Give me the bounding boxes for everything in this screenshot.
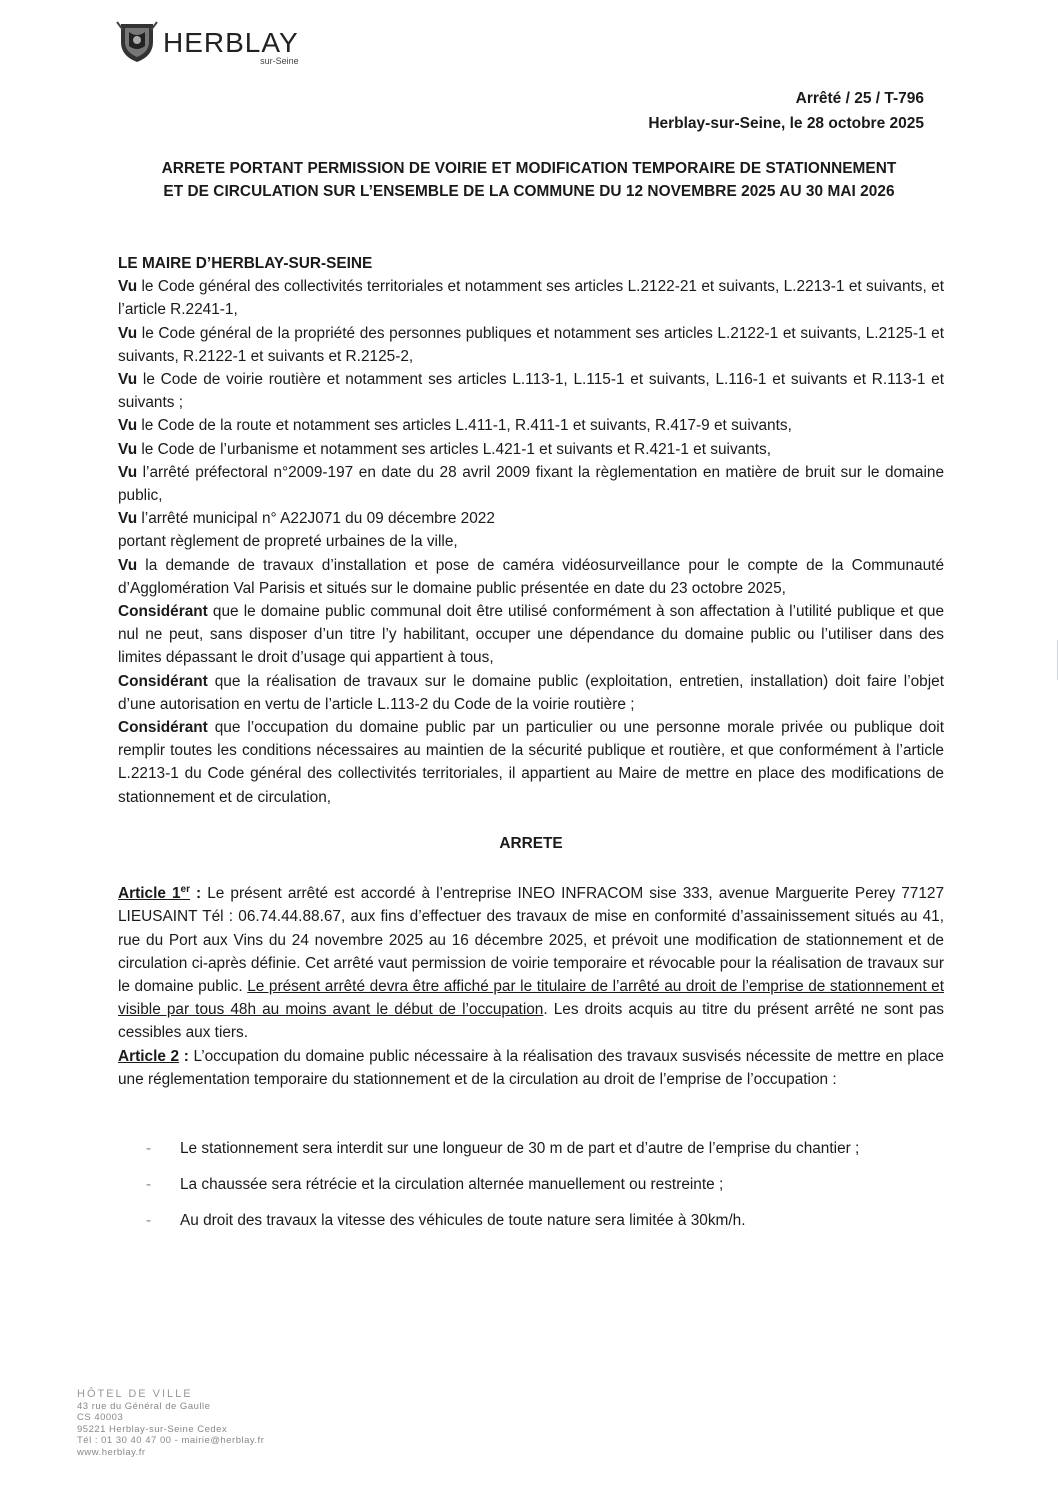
- visa-text: le Code de l’urbanisme et notamment ses articles L.421-1 et suivants et R.421-1 et suivants,: [137, 440, 772, 458]
- article-1-colon: :: [189, 885, 202, 903]
- considerant-lead: Considérant: [118, 603, 208, 621]
- visa-item: [118, 322, 944, 368]
- footer-address: [77, 1389, 264, 1458]
- measure-item: [118, 1167, 944, 1203]
- visa-text: le Code de voirie routière et notamment ses articles L.113-1, L.115-1 et suivants, L.116-1 et suivants et R.113-1 et suivants ;: [118, 371, 944, 412]
- footer-city: 95221 Herblay-sur-Seine Cedex: [77, 1423, 228, 1435]
- article-2-label: Article 2: [118, 1047, 180, 1065]
- visa-lead: Vu: [118, 463, 138, 481]
- scan-edge-mark: [1051, 640, 1058, 680]
- visa-text: l’arrêté préfectoral n°2009-197 en date du 28 avril 2009 fixant la règlementation en matière de bruit sur le domaine public,: [118, 463, 944, 505]
- title-line-1: ARRETE PORTANT PERMISSION DE VOIRIE ET MODIFICATION TEMPORAIRE DE STATIONNEMENT: [161, 160, 897, 177]
- visa-item: [118, 461, 944, 507]
- dash-bullet-icon: -: [146, 1176, 152, 1194]
- visa-text: le Code de la route et notamment ses articles L.411-1, R.411-1 et suivants, R.417-9 et suivants,: [137, 417, 792, 435]
- arrete-number: Arrêté / 25 / T-796: [795, 90, 924, 107]
- article-1-label: [118, 885, 190, 902]
- article-1-underlined-text: Le présent arrêté devra être affiché par le titulaire de l’arrêté au droit de l’emprise de stationnement et visible par tous 48h au moins avant le début de l’occupation: [118, 978, 944, 1019]
- visa-lead: Vu: [118, 440, 138, 458]
- maire-heading: LE MAIRE D’HERBLAY-SUR-SEINE: [118, 255, 373, 272]
- visa-lead: Vu: [118, 371, 138, 389]
- city-logo: [115, 18, 299, 66]
- measures-list: [118, 1131, 944, 1239]
- document-title: [118, 157, 940, 203]
- considerant-item: [118, 716, 944, 809]
- visa-item: [118, 530, 944, 553]
- considerant-text: que la réalisation de travaux sur le domaine public (exploitation, entretien, installation) doit faire l’objet d’une autorisation en vertu de l’article L.113-2 du Code de la voirie routière ;: [118, 672, 944, 713]
- footer-contact: Tél : 01 30 40 47 00 - mairie@herblay.fr: [77, 1435, 265, 1446]
- visa-text: l’arrêté municipal n° A22J071 du 09 décembre 2022: [137, 510, 495, 528]
- visas-list: [118, 275, 944, 809]
- visa-lead: Vu: [118, 417, 138, 435]
- measure-item: [118, 1131, 944, 1167]
- city-crest-icon: [115, 18, 159, 64]
- considerant-item: [118, 670, 944, 716]
- place-date: Herblay-sur-Seine, le 28 octobre 2025: [648, 115, 924, 132]
- title-line-2: ET DE CIRCULATION SUR L’ENSEMBLE DE LA COMMUNE DU 12 NOVEMBRE 2025 AU 30 MAI 2026: [163, 183, 895, 200]
- visa-text: le Code général de la propriété des personnes publiques et notamment ses articles L.2122-1 et suivants, L.2125-1 et suivants, R.2122-1 et suivants et R.2125-2,: [118, 324, 944, 365]
- measure-text: La chaussée sera rétrécie et la circulation alternée manuellement ou restreinte ;: [180, 1176, 724, 1194]
- visa-item: [118, 275, 944, 321]
- article-1-label-sup: er: [180, 884, 190, 896]
- considerant-lead: Considérant: [118, 719, 208, 737]
- footer-cs: CS 40003: [77, 1412, 124, 1423]
- logo-subtitle: sur-Seine: [260, 56, 299, 66]
- visa-item: [118, 438, 944, 461]
- visa-text: la demande de travaux d’installation et pose de caméra vidéosurveillance pour le compte de la Communauté d’Agglomération Val Parisis et situés sur le domaine public présentée en date du 23 octobre 2025,: [118, 556, 944, 597]
- article-2-colon: :: [179, 1047, 189, 1065]
- document-body: [118, 252, 944, 1239]
- visa-lead: Vu: [118, 556, 138, 574]
- visa-lead: Vu: [118, 278, 138, 296]
- considerant-item: [118, 600, 944, 670]
- visa-lead: Vu: [118, 510, 138, 528]
- visa-item: [118, 414, 944, 437]
- dash-bullet-icon: -: [146, 1212, 152, 1230]
- reference-block: [648, 86, 924, 136]
- footer-street: 43 rue du Général de Gaulle: [77, 1400, 211, 1412]
- visa-text: portant règlement de propreté urbaines de la ville,: [118, 533, 458, 551]
- visa-item: [118, 507, 944, 530]
- arrete-heading: ARRETE: [499, 834, 563, 852]
- visa-item: [118, 368, 944, 414]
- visa-item: [118, 554, 944, 600]
- article-1-label-text: Article 1: [118, 885, 181, 903]
- visa-text: le Code général des collectivités territoriales et notamment ses articles L.2122-21 et suivants, L.2213-1 et suivants, et l’article R.2241-1,: [118, 278, 944, 319]
- footer-heading: HÔTEL DE VILLE: [77, 1388, 193, 1400]
- considerant-text: que le domaine public communal doit être utilisé conformément à son affectation à l’utilité publique et que nul ne peut, sans disposer d’un titre l’y habilitant, occuper une dépendance du domaine public ou l’utiliser dans des limites dépassant le droit d’usage qui appartient à tous,: [118, 603, 944, 667]
- article-1-text: Le présent arrêté est accordé à l’entreprise INEO INFRACOM sise 333, avenue Marguerite Perey 77127 LIEUSAINT Tél : 06.74.44.88.67, aux fins d’effectuer des travaux de mise en conformité d’assainissement situés au 41, rue du Port aux Vins du 24 novembre 2025 au 16 décembre 2025, et prévoit une modification de stationnement et de circulation ci-après définie. Cet arrêté vaut permission de voirie temporaire et révocable pour la réalisation de travaux sur le domaine public.: [118, 885, 944, 996]
- article-2: [118, 1045, 944, 1091]
- logo-name: HERBLAY: [163, 27, 299, 58]
- measure-text: Le stationnement sera interdit sur une longueur de 30 m de part et d’autre de l’emprise du chantier ;: [180, 1140, 860, 1158]
- measure-item: [118, 1203, 944, 1239]
- dash-bullet-icon: -: [146, 1140, 152, 1158]
- article-2-text: L’occupation du domaine public nécessaire à la réalisation des travaux susvisés nécessite de mettre en place une réglementation temporaire du stationnement et de la circulation au droit de l’emprise de l’occupation :: [118, 1047, 944, 1088]
- measure-text: Au droit des travaux la vitesse des véhicules de toute nature sera limitée à 30km/h.: [180, 1212, 746, 1230]
- footer-website: www.herblay.fr: [77, 1446, 146, 1458]
- considerant-lead: Considérant: [118, 672, 208, 690]
- visa-lead: Vu: [118, 324, 138, 342]
- article-1: [118, 878, 944, 1045]
- article-1-text-end: . Les droits acquis au titre du présent arrêté ne sont pas cessibles aux tiers.: [118, 1001, 944, 1042]
- considerant-text: que l’occupation du domaine public par un particulier ou une personne morale privée ou publique doit remplir toutes les conditions nécessaires au maintien de la sécurité publique et routière, et que conformément à l’article L.2213-1 du Code général des collectivités territoriales, il appartient au Maire de mettre en place des modifications de stationnement et de circulation,: [118, 719, 944, 806]
